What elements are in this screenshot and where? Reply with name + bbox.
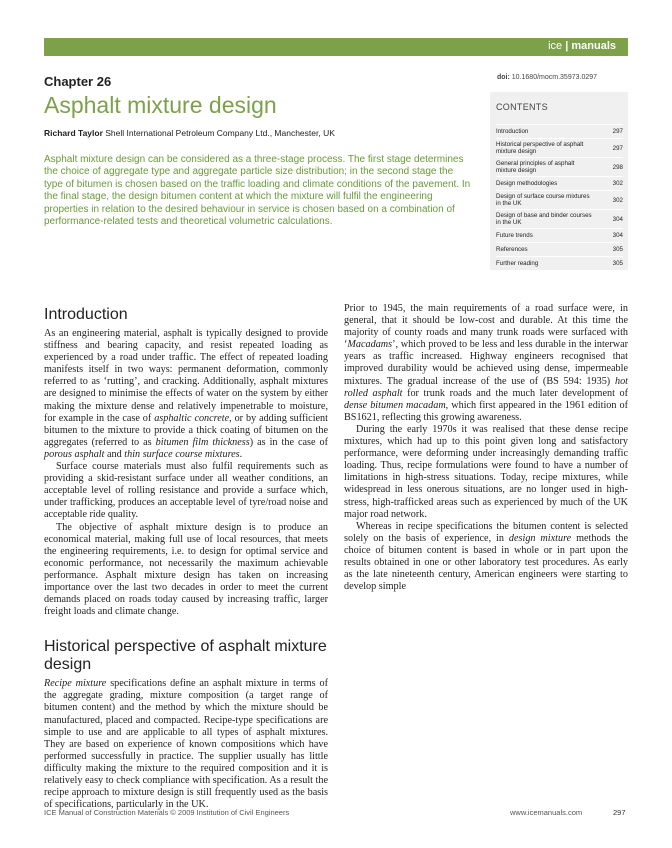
toc-item[interactable] (496, 228, 623, 242)
italic-term: asphaltic concrete (154, 412, 230, 424)
toc-item[interactable] (496, 157, 623, 176)
paragraph (344, 521, 628, 594)
paragraph (44, 328, 328, 461)
toc-item[interactable] (496, 176, 623, 190)
body-column-right (344, 303, 628, 593)
text-run: , or by adding sufficient bitumen to the mixture to provide a thick coating of bitumen on the aggregates (referred to as (44, 412, 328, 448)
italic-term: porous asphalt (44, 448, 105, 460)
brand-prefix: ice (548, 40, 563, 52)
text-run: ) as in the case of (249, 436, 329, 448)
section-heading-introduction: Introduction (44, 306, 128, 323)
toc-item-page: 297 (612, 128, 623, 135)
toc-item-page: 302 (612, 180, 623, 187)
toc-item-label: Further reading (496, 260, 539, 267)
italic-term: Recipe mixture (44, 678, 107, 690)
text-run: specifications define an asphalt mixture in terms of the aggregate grading, mixture composition (a target range of bitumen content) and the method by which the mixture should be manufactured, placed and compacted. Recipe-type specifications are simple to use and are applicable to all types of asphalt mixtures. They are based on experience of known compositions which have performed successfully in practice. The supplier usually has little difficulty making the mixture to the required composition and it is relatively easy to check compliance with specification. As a result the recipe approach to mixture design is still frequently used as the basis of specifications, particularly in the UK. (44, 678, 328, 811)
toc-item-page: 304 (612, 215, 623, 223)
toc-item[interactable] (496, 190, 623, 209)
toc-item[interactable] (496, 256, 623, 270)
paragraph: Surface course materials must also fulfil requirements such as providing a skid-resistant surface under all weather conditions, an acceptable level of rolling resistance and provide a surface which, under trafficking, produces an acceptable level of tyre/road noise and acceptable ride quality. (44, 461, 328, 521)
toc-item-label: Future trends (496, 232, 533, 239)
header-bar (44, 38, 628, 56)
italic-term: design mixture (508, 532, 572, 544)
doi-value[interactable]: 10.1680/mocm.35973.0297 (511, 74, 598, 81)
paragraph (44, 678, 328, 811)
italic-term: Macadams (347, 339, 393, 351)
text-run: methods the choice of bitumen content is based in whole or in part upon the results obtained in one or other laboratory test procedures. As early as the late nineteenth century, American engineers were starting to develop simple (344, 532, 628, 593)
contents-box (490, 92, 628, 270)
toc-item-label: Historical perspective of asphalt mixture design (496, 141, 584, 155)
abstract: Asphalt mixture design can be considered as a three-stage process. The first stage determines the choice of aggregate type and aggregate particle size distribution; in the second stage the type of bitumen is chosen based on the traffic loading and climate conditions of the pavement. In the final stage, the design bitumen content at which the mixture will fulfil the engineering properties in relation to the desired behaviour in service is chosen based on a combination of performance-related tests and theoretical volumetric calculations. (44, 154, 471, 228)
author-name: Richard Taylor (44, 128, 103, 138)
toc-item[interactable] (496, 138, 623, 157)
text-run: . (239, 448, 243, 460)
italic-term: thin surface course mixtures (124, 448, 240, 460)
contents-title: CONTENTS (496, 102, 548, 112)
toc-item-page: 305 (612, 246, 623, 253)
toc-item-page: 297 (612, 144, 623, 152)
chapter-label: Chapter 26 (44, 74, 112, 89)
toc-item-label: Design of surface course mixtures in the UK (496, 193, 590, 207)
doi-label: doi: (497, 74, 510, 81)
toc-item-label: Introduction (496, 128, 529, 135)
paragraph: During the early 1970s it was realised that these dense recipe mixtures, which had up to this point given long and satisfactory performance, were deforming under increasingly demanding traffic loading. Thus, recipe formulations were found to have a number of limitations in high-stress situations. Today, recipe mixtures, while widespread in less onerous situations, are no longer used in high-stress, high-trafficked areas such as experienced by much of the UK major road network. (344, 423, 628, 520)
page-title: Asphalt mixture design (44, 92, 277, 118)
toc-item-page: 304 (612, 232, 623, 239)
text-run: , which first appeared in the 1961 edition of BS1621, reflecting this growing awareness. (344, 399, 628, 423)
paragraph: The objective of asphalt mixture design is to produce an economical material, making full use of local resources, that meets the engineering requirements, i.e. to design for optimal service and economic performance, not necessarily the maximum achievable performance. Asphalt mixture design has taken on increasing importance over the last two decades in order to meet the current demands placed on roads today caused by increasing traffic, larger freight loads and climate change. (44, 521, 328, 618)
body-column-left (44, 306, 328, 811)
toc-list (496, 124, 623, 270)
page-number: 297 (613, 808, 626, 817)
doi[interactable] (497, 74, 597, 81)
toc-item[interactable] (496, 124, 623, 138)
author-affiliation: Shell International Petroleum Company Ltd., Manchester, UK (105, 128, 335, 138)
toc-item[interactable] (496, 209, 623, 228)
italic-term: dense bitumen macadam (344, 399, 446, 411)
footer-url[interactable]: www.icemanuals.com (510, 808, 583, 817)
toc-item-page: 298 (612, 163, 623, 171)
text-run: ’, which proved to be less and less durable in the interwar years as traffic increased. Highway engineers recognised that improved durability would be achieved using dense, impermeable mixtures. The gradual increase of the use of (BS 594: 1935) (344, 339, 628, 387)
toc-item-label: References (496, 246, 528, 253)
italic-term: bitumen film thickness (155, 436, 250, 448)
text-run: As an engineering material, asphalt is typically designed to provide stiffness and bearing capacity, and resist repeated loading as experienced by a road under traffic. The effect of repeated loading manifests itself in two ways: permanent deformation, commonly referred to as ‘rutting’, and cracking. Additionally, asphalt mixtures are designed to minimise the effects of water on the system by either making the mixture dense and relatively impenetrable to moisture, for example in the case of (44, 328, 328, 424)
author-line (44, 128, 335, 138)
toc-item-label: General principles of asphalt mixture design (496, 160, 575, 174)
text-run: for trunk roads and the much later development of (402, 387, 628, 399)
italic-term: hot rolled asphalt (344, 375, 628, 399)
toc-item[interactable] (496, 242, 623, 256)
toc-item-page: 302 (612, 196, 623, 204)
brand-logo (548, 40, 616, 52)
text-run: Prior to 1945, the main requirements of a road surface were, in general, that it should be low-cost and durable. At this time the majority of county roads and many trunk roads were surfaced with ‘ (344, 303, 628, 351)
toc-item-label: Design of base and binder courses in the UK (496, 212, 592, 226)
footer-copyright: ICE Manual of Construction Materials © 2009 Institution of Civil Engineers (44, 808, 290, 817)
toc-item-page: 305 (612, 260, 623, 267)
brand-separator: | (565, 40, 569, 52)
paragraph (344, 303, 628, 424)
toc-item-label: Design methodologies (496, 180, 558, 187)
section-heading-historical: Historical perspective of asphalt mixture design (44, 638, 327, 674)
text-run: and (104, 448, 125, 460)
brand-name: manuals (571, 40, 616, 52)
text-run: Whereas in recipe specifications the bitumen content is selected solely on the basis of experience, in (344, 520, 628, 544)
